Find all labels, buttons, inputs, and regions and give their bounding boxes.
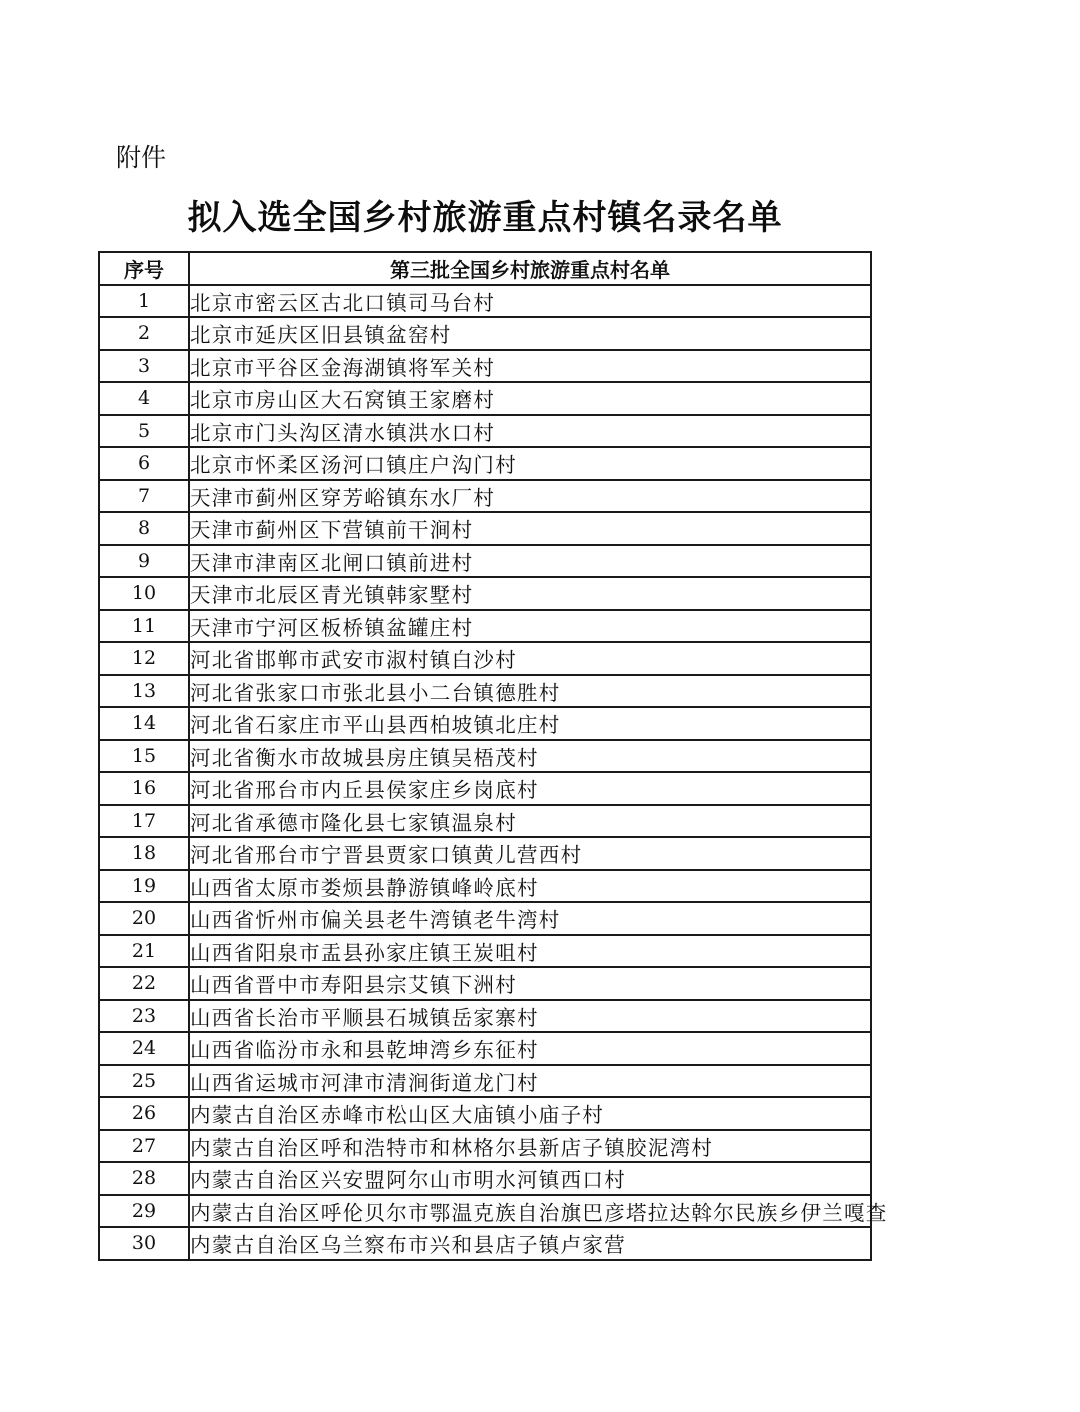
table-row bbox=[99, 805, 871, 838]
table-row bbox=[99, 1097, 871, 1130]
table-header-row bbox=[99, 252, 871, 285]
village-name: 北京市房山区大石窝镇王家磨村 bbox=[189, 382, 871, 415]
row-number: 26 bbox=[99, 1097, 189, 1130]
table-row bbox=[99, 285, 871, 318]
row-number: 1 bbox=[99, 285, 189, 318]
table-row bbox=[99, 480, 871, 513]
attachment-label: 附件 bbox=[116, 143, 167, 172]
village-name: 北京市门头沟区清水镇洪水口村 bbox=[189, 415, 871, 448]
table-row bbox=[99, 870, 871, 903]
village-name: 河北省承德市隆化县七家镇温泉村 bbox=[189, 805, 871, 838]
village-name: 河北省衡水市故城县房庄镇吴梧茂村 bbox=[189, 740, 871, 773]
village-name: 北京市密云区古北口镇司马台村 bbox=[189, 285, 871, 318]
row-number: 15 bbox=[99, 740, 189, 773]
table-row bbox=[99, 675, 871, 708]
row-number: 11 bbox=[99, 610, 189, 643]
header-serial-number: 序号 bbox=[99, 252, 189, 285]
table-row bbox=[99, 1195, 871, 1228]
row-number: 22 bbox=[99, 967, 189, 1000]
row-number: 4 bbox=[99, 382, 189, 415]
row-number: 7 bbox=[99, 480, 189, 513]
table-row bbox=[99, 382, 871, 415]
village-name: 天津市蓟州区下营镇前干涧村 bbox=[189, 512, 871, 545]
table-row bbox=[99, 1130, 871, 1163]
village-name: 山西省临汾市永和县乾坤湾乡东征村 bbox=[189, 1032, 871, 1065]
table-row bbox=[99, 1000, 871, 1033]
row-number: 2 bbox=[99, 317, 189, 350]
table-row bbox=[99, 935, 871, 968]
village-name: 河北省邢台市内丘县侯家庄乡岗底村 bbox=[189, 772, 871, 805]
village-name: 内蒙古自治区兴安盟阿尔山市明水河镇西口村 bbox=[189, 1162, 871, 1195]
row-number: 27 bbox=[99, 1130, 189, 1163]
row-number: 20 bbox=[99, 902, 189, 935]
village-name: 北京市怀柔区汤河口镇庄户沟门村 bbox=[189, 447, 871, 480]
table-row bbox=[99, 642, 871, 675]
table-row bbox=[99, 740, 871, 773]
table-row bbox=[99, 350, 871, 383]
row-number: 8 bbox=[99, 512, 189, 545]
village-name: 内蒙古自治区呼和浩特市和林格尔县新店子镇胶泥湾村 bbox=[189, 1130, 871, 1163]
row-number: 25 bbox=[99, 1065, 189, 1098]
row-number: 3 bbox=[99, 350, 189, 383]
row-number: 24 bbox=[99, 1032, 189, 1065]
row-number: 17 bbox=[99, 805, 189, 838]
row-number: 23 bbox=[99, 1000, 189, 1033]
row-number: 14 bbox=[99, 707, 189, 740]
row-number: 5 bbox=[99, 415, 189, 448]
village-name: 北京市平谷区金海湖镇将军关村 bbox=[189, 350, 871, 383]
village-name: 河北省邢台市宁晋县贾家口镇黄儿营西村 bbox=[189, 837, 871, 870]
village-name: 山西省长治市平顺县石城镇岳家寨村 bbox=[189, 1000, 871, 1033]
village-list-table bbox=[98, 251, 888, 1261]
table-row bbox=[99, 1065, 871, 1098]
village-name: 山西省忻州市偏关县老牛湾镇老牛湾村 bbox=[189, 902, 871, 935]
row-number: 9 bbox=[99, 545, 189, 578]
table-row bbox=[99, 447, 871, 480]
village-name: 内蒙古自治区呼伦贝尔市鄂温克族自治旗巴彦塔拉达斡尔民族乡伊兰嘎查 bbox=[189, 1195, 871, 1228]
village-name: 天津市宁河区板桥镇盆罐庄村 bbox=[189, 610, 871, 643]
village-name: 河北省张家口市张北县小二台镇德胜村 bbox=[189, 675, 871, 708]
table-row bbox=[99, 772, 871, 805]
table-row bbox=[99, 967, 871, 1000]
village-name: 天津市津南区北闸口镇前进村 bbox=[189, 545, 871, 578]
row-number: 6 bbox=[99, 447, 189, 480]
village-name: 河北省邯郸市武安市淑村镇白沙村 bbox=[189, 642, 871, 675]
document-title: 拟入选全国乡村旅游重点村镇名录名单 bbox=[187, 198, 783, 238]
village-name: 山西省晋中市寿阳县宗艾镇下洲村 bbox=[189, 967, 871, 1000]
table-row bbox=[99, 902, 871, 935]
table-row bbox=[99, 837, 871, 870]
row-number: 13 bbox=[99, 675, 189, 708]
row-number: 30 bbox=[99, 1227, 189, 1260]
village-name: 山西省运城市河津市清涧街道龙门村 bbox=[189, 1065, 871, 1098]
row-number: 19 bbox=[99, 870, 189, 903]
table-row bbox=[99, 1227, 871, 1260]
table-row bbox=[99, 1162, 871, 1195]
village-name: 天津市蓟州区穿芳峪镇东水厂村 bbox=[189, 480, 871, 513]
row-number: 10 bbox=[99, 577, 189, 610]
table-row bbox=[99, 577, 871, 610]
village-name: 内蒙古自治区赤峰市松山区大庙镇小庙子村 bbox=[189, 1097, 871, 1130]
table-row bbox=[99, 415, 871, 448]
village-name: 天津市北辰区青光镇韩家墅村 bbox=[189, 577, 871, 610]
village-name: 山西省阳泉市盂县孙家庄镇王炭咀村 bbox=[189, 935, 871, 968]
row-number: 16 bbox=[99, 772, 189, 805]
table-row bbox=[99, 545, 871, 578]
village-name: 山西省太原市娄烦县静游镇峰岭底村 bbox=[189, 870, 871, 903]
row-number: 28 bbox=[99, 1162, 189, 1195]
row-number: 12 bbox=[99, 642, 189, 675]
row-number: 29 bbox=[99, 1195, 189, 1228]
table-row bbox=[99, 317, 871, 350]
table-row bbox=[99, 512, 871, 545]
table-row bbox=[99, 1032, 871, 1065]
village-name: 内蒙古自治区乌兰察布市兴和县店子镇卢家营 bbox=[189, 1227, 871, 1260]
village-name: 北京市延庆区旧县镇盆窑村 bbox=[189, 317, 871, 350]
row-number: 21 bbox=[99, 935, 189, 968]
table-row bbox=[99, 707, 871, 740]
village-name: 河北省石家庄市平山县西柏坡镇北庄村 bbox=[189, 707, 871, 740]
row-number: 18 bbox=[99, 837, 189, 870]
table-row bbox=[99, 610, 871, 643]
header-village-name: 第三批全国乡村旅游重点村名单 bbox=[189, 252, 871, 285]
